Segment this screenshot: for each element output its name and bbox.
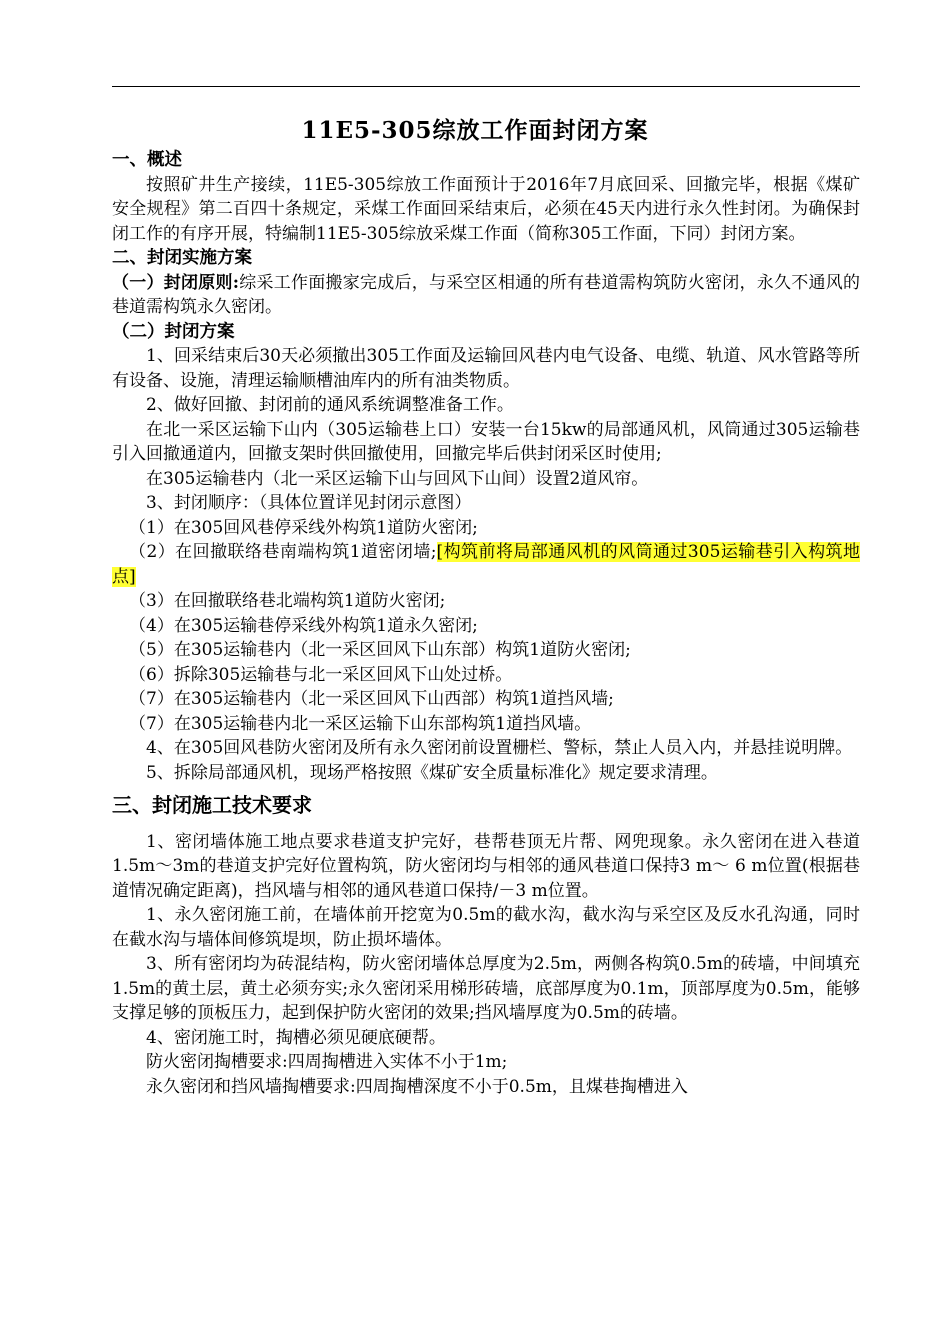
sequence-step-5: （5）在305运输巷内（北一采区回风下山东部）构筑1道防火密闭; [129, 640, 631, 660]
sequence-step-2-text: （2）在回撤联络巷南端构筑1道密闭墙; [129, 542, 437, 562]
tech-req-4: 4、密闭施工时，掏槽必须见硬底硬帮。 [146, 1027, 446, 1048]
section-1-heading: 一、概述 [112, 150, 182, 170]
section-1-paragraph: 按照矿井生产接续，11E5-305综放工作面预计于2016年7月底回采、回撤完毕，根据《煤矿安全规程》第二百四十条规定，采煤工作面回采结束后，必须在45天内进行永久性封闭。为确保封闭工作的有序开展，特编制11E5-305综放采煤工作面（简称305工作面，下同）封闭方案。 [112, 174, 860, 244]
plan-item-5: 5、拆除局部通风机，现场严格按照《煤矿安全质量标准化》规定要求清理。 [146, 762, 718, 783]
plan-heading: （二）封闭方案 [112, 321, 235, 342]
sequence-step-1: （1）在305回风巷停采线外构筑1道防火密闭; [129, 517, 478, 538]
tech-req-3: 3、所有密闭均为砖混结构，防火密闭墙体总厚度为2.5m，两侧各构筑0.5m的砖墙，中间填充1.5m的黄土层，黄土必须夯实;永久密闭采用梯形砖墙，底部厚度为0.1m，顶部厚度为0.5m，能够支撑足够的顶板压力，起到保护防火密闭的效果;挡风墙厚度为0.5m的砖墙。 [112, 954, 860, 1023]
principle-paragraph [112, 271, 860, 320]
sequence-step-4: （4）在305运输巷停采线外构筑1道永久密闭; [129, 615, 478, 636]
sequence-step-3: （3）在回撤联络巷北端构筑1道防火密闭; [129, 591, 446, 611]
sequence-step-7: （7）在305运输巷内（北一采区回风下山西部）构筑1道挡风墙; [129, 689, 614, 709]
plan-item-2a: 在北一采区运输下山内（305运输巷上口）安装一台15kw的局部通风机，风筒通过305运输巷引入回撤通道内，回撤支架时供回撤使用，回撤完毕后供封闭采区时使用; [112, 419, 860, 464]
plan-item-4: 4、在305回风巷防火密闭及所有永久密闭前设置栅栏、警标，禁止人员入内，并悬挂说明牌。 [146, 738, 853, 758]
tech-req-6: 永久密闭和挡风墙掏槽要求:四周掏槽深度不小于0.5m，且煤巷掏槽进入 [146, 1076, 688, 1097]
document-body [112, 148, 860, 1099]
sequence-step-2 [112, 540, 860, 589]
sequence-step-2-highlight: [构筑前将局部通风机的风筒通过305运输巷引入构筑地点] [112, 542, 860, 587]
plan-item-2b: 在305运输巷内（北一采区运输下山与回风下山间）设置2道风帘。 [146, 468, 649, 489]
tech-req-1: 1、密闭墙体施工地点要求巷道支护完好，巷帮巷顶无片帮、网兜现象。永久密闭在进入巷道1.5m～3m的巷道支护完好位置构筑，防火密闭均与相邻的通风巷道口保持3 m～ 6 m位置(根据巷道情况确定距离)，挡风墙与相邻的通风巷道口保持/－3 m位置。 [112, 831, 860, 901]
plan-item-3: 3、封闭顺序：（具体位置详见封闭示意图） [146, 493, 472, 513]
plan-item-2: 2、做好回撤、封闭前的通风系统调整准备工作。 [146, 395, 514, 415]
sequence-step-6: （6）拆除305运输巷与北一采区回风下山处过桥。 [129, 664, 513, 685]
header-rule [112, 86, 860, 87]
principle-text: 综采工作面搬家完成后，与采空区相通的所有巷道需构筑防火密闭，永久不通风的巷道需构筑永久密闭。 [112, 272, 861, 317]
sequence-step-8: （7）在305运输巷内北一采区运输下山东部构筑1道挡风墙。 [129, 713, 592, 734]
tech-req-5: 防火密闭掏槽要求:四周掏槽进入实体不小于1m; [146, 1052, 508, 1072]
principle-label: （一）封闭原则: [112, 272, 240, 293]
plan-item-1: 1、回采结束后30天必须撤出305工作面及运输回风巷内电气设备、电缆、轨道、风水管路等所有设备、设施，清理运输顺槽油库内的所有油类物质。 [112, 346, 860, 391]
section-3-heading: 三、封闭施工技术要求 [112, 793, 312, 817]
section-2-heading: 二、封闭实施方案 [112, 248, 252, 268]
document-title: 11E5-305综放工作面封闭方案 [301, 117, 649, 144]
tech-req-2: 1、永久密闭施工前，在墙体前开挖宽为0.5m的截水沟，截水沟与采空区及反水孔沟通，同时在截水沟与墙体间修筑堤坝，防止损坏墙体。 [112, 905, 860, 950]
